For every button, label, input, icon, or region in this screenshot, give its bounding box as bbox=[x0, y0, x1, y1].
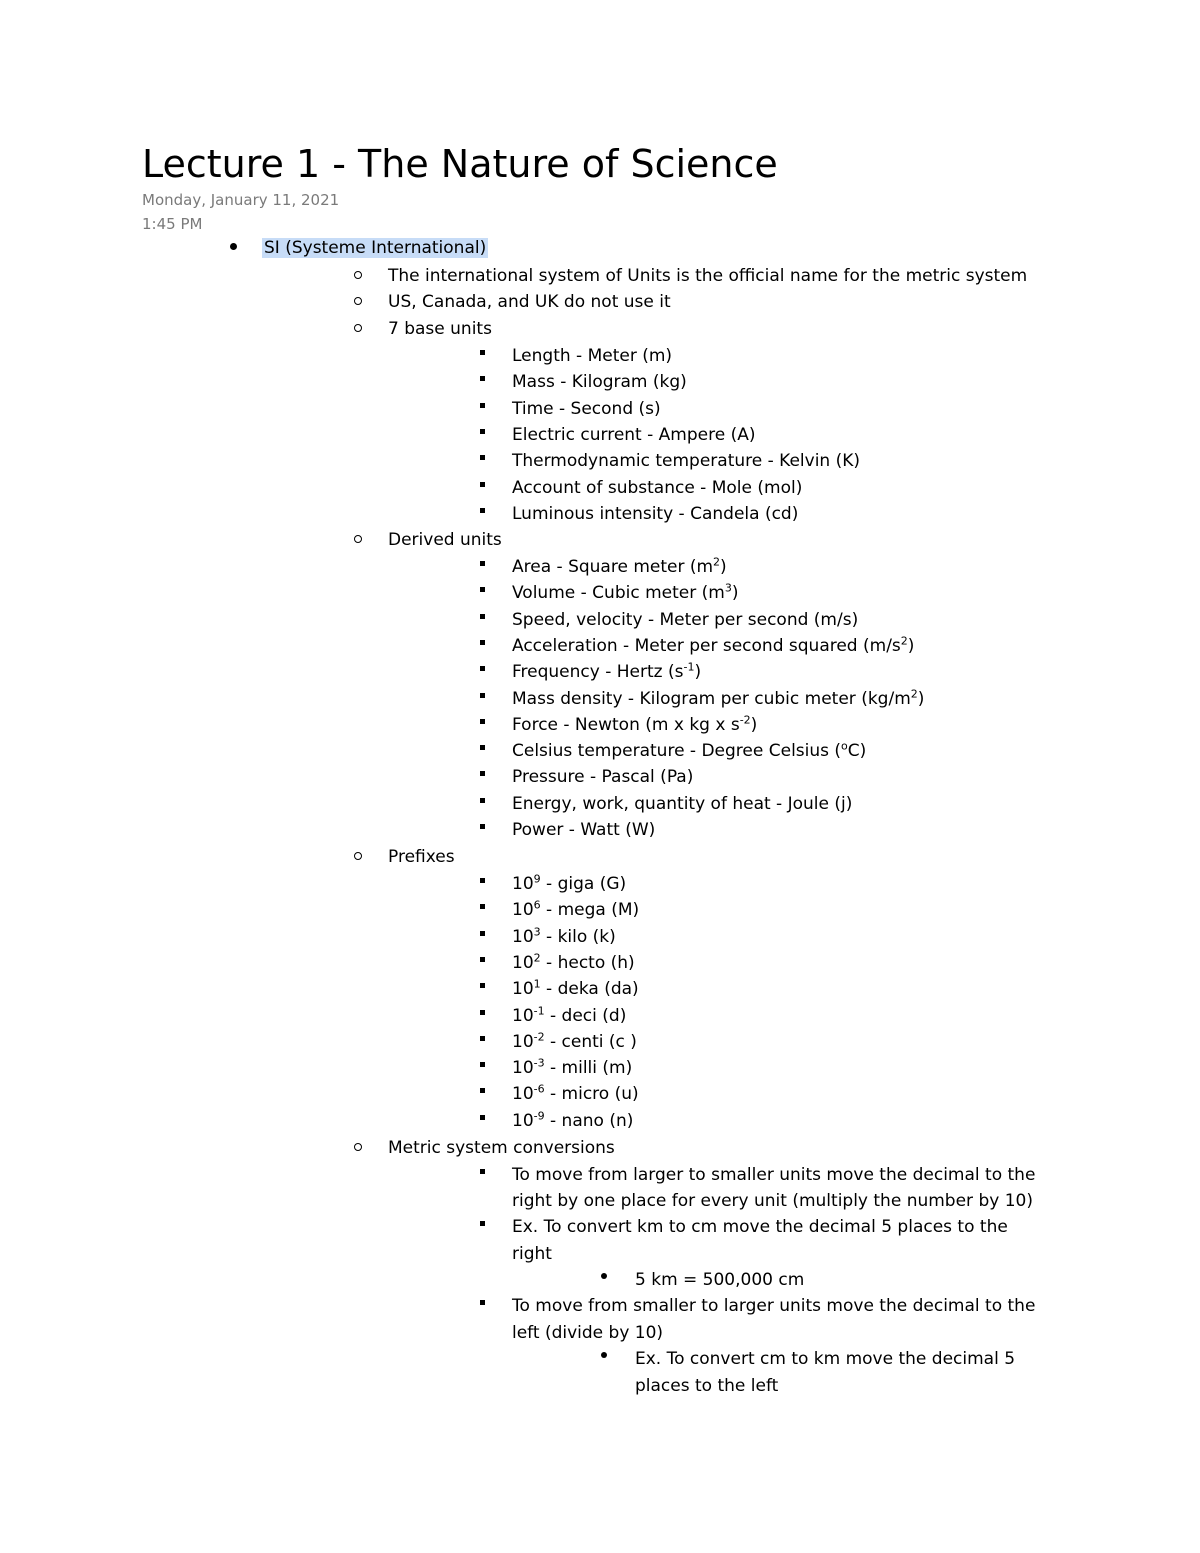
derived-unit-item: Acceleration - Meter per second squared $(m/s^2)$ bbox=[512, 634, 915, 656]
derived-unit-item: Energy, work, quantity of heat - Joule (j) bbox=[512, 793, 853, 814]
circle-bullet-icon bbox=[354, 535, 362, 543]
square-bullet-icon bbox=[480, 904, 485, 909]
square-bullet-icon bbox=[480, 350, 485, 355]
base-unit-item: Luminous intensity - Candela (cd) bbox=[512, 503, 799, 524]
superscript: 2 bbox=[533, 951, 541, 965]
prefix-item: $10^6$ - mega (M) bbox=[512, 898, 640, 921]
square-bullet-icon bbox=[480, 693, 485, 698]
superscript: 3 bbox=[724, 581, 732, 595]
square-bullet-icon bbox=[480, 561, 485, 566]
square-bullet-icon bbox=[480, 824, 485, 829]
superscript: 2 bbox=[900, 634, 908, 648]
superscript: 6 bbox=[533, 898, 541, 912]
prefix-item: $10^{-9}$ - nano (n) bbox=[512, 1109, 634, 1131]
square-bullet-icon bbox=[480, 878, 485, 883]
square-bullet-icon bbox=[480, 508, 485, 513]
superscript: 2 bbox=[713, 555, 721, 569]
square-bullet-icon bbox=[480, 1300, 485, 1305]
square-bullet-icon bbox=[480, 1088, 485, 1093]
conversion-rule-line: left (divide by 10) bbox=[512, 1323, 664, 1343]
square-bullet-icon bbox=[480, 1036, 485, 1041]
base-unit-item: Time - Second (s) bbox=[512, 398, 661, 419]
bullet-icon bbox=[601, 1273, 607, 1279]
conversion-rule-line: To move from smaller to larger units move the decimal to the bbox=[512, 1296, 1036, 1316]
square-bullet-icon bbox=[480, 429, 485, 434]
square-bullet-icon bbox=[480, 1115, 485, 1120]
superscript: -1 bbox=[533, 1003, 545, 1017]
derived-unit-item: Mass density - Kilogram per cubic meter $(kg/m^2)$ bbox=[512, 686, 925, 709]
superscript: -3 bbox=[533, 1056, 545, 1070]
prefix-item: $10^{-2}$ - centi (c ) bbox=[512, 1030, 637, 1052]
superscript: o bbox=[841, 739, 848, 753]
superscript: -2 bbox=[533, 1030, 545, 1044]
derived-unit-item: Volume - Cubic meter $(m^3)$ bbox=[512, 581, 739, 604]
superscript: -9 bbox=[533, 1109, 545, 1123]
note-date: Monday, January 11, 2021 bbox=[142, 191, 340, 209]
square-bullet-icon bbox=[480, 931, 485, 936]
derived-unit-item: Speed, velocity - Meter per second (m/s) bbox=[512, 609, 859, 630]
square-bullet-icon bbox=[480, 587, 485, 592]
derived-unit-item: Pressure - Pascal (Pa) bbox=[512, 767, 694, 788]
base-unit-item: Thermodynamic temperature - Kelvin (K) bbox=[512, 451, 861, 472]
square-bullet-icon bbox=[480, 745, 485, 750]
base-unit-item: Length - Meter (m) bbox=[512, 346, 673, 366]
bullet-icon bbox=[230, 243, 237, 250]
list-item: US, Canada, and UK do not use it bbox=[388, 292, 671, 312]
list-item: The international system of Units is the official name for the metric system bbox=[388, 266, 1028, 286]
list-item-base-units: 7 base units bbox=[388, 319, 492, 339]
square-bullet-icon bbox=[480, 455, 485, 460]
square-bullet-icon bbox=[480, 640, 485, 645]
conversion-example-line: Ex. To convert cm to km move the decimal 5 bbox=[635, 1349, 1016, 1369]
conversion-example-line: places to the left bbox=[635, 1376, 779, 1396]
prefix-item: $10^2$ - hecto (h) bbox=[512, 951, 635, 973]
derived-unit-item: Power - Watt (W) bbox=[512, 820, 656, 840]
prefix-item: $10^3$ - kilo (k) bbox=[512, 924, 616, 947]
square-bullet-icon bbox=[480, 376, 485, 381]
note-time: 1:45 PM bbox=[142, 215, 203, 233]
prefix-item: $10^1$ - deka (da) bbox=[512, 977, 639, 1000]
square-bullet-icon bbox=[480, 1010, 485, 1015]
square-bullet-icon bbox=[480, 1169, 485, 1174]
conversion-result: 5 km = 500,000 cm bbox=[635, 1270, 805, 1290]
derived-unit-item: Area - Square meter $(m^2)$ bbox=[512, 555, 727, 577]
page-title: Lecture 1 - The Nature of Science bbox=[142, 142, 778, 186]
square-bullet-icon bbox=[480, 798, 485, 803]
superscript: -2 bbox=[739, 713, 751, 727]
circle-bullet-icon bbox=[354, 1143, 362, 1151]
circle-bullet-icon bbox=[354, 852, 362, 860]
conversion-example-line: right bbox=[512, 1244, 552, 1264]
list-item-conversions: Metric system conversions bbox=[388, 1138, 615, 1158]
square-bullet-icon bbox=[480, 666, 485, 671]
conversion-rule-line: right by one place for every unit (multiply the number by 10) bbox=[512, 1191, 1033, 1211]
conversion-example-line: Ex. To convert km to cm move the decimal 5 places to the bbox=[512, 1217, 1008, 1237]
section-heading bbox=[262, 235, 488, 261]
derived-unit-item: Force - Newton (m x kg x $s^{-2}$) bbox=[512, 713, 758, 735]
bullet-icon bbox=[601, 1352, 607, 1358]
square-bullet-icon bbox=[480, 482, 485, 487]
derived-unit-item: Celsius temperature - Degree Celsius ($^o$C) bbox=[512, 739, 867, 762]
square-bullet-icon bbox=[480, 1221, 485, 1226]
list-item-derived-units: Derived units bbox=[388, 530, 502, 550]
prefix-item: $10^{-1}$ - deci (d) bbox=[512, 1003, 627, 1026]
list-item-prefixes: Prefixes bbox=[388, 847, 455, 867]
derived-unit-item: Frequency - Hertz $(s^{-1})$ bbox=[512, 660, 702, 683]
superscript: -6 bbox=[533, 1082, 545, 1096]
superscript: 3 bbox=[533, 924, 541, 938]
square-bullet-icon bbox=[480, 1062, 485, 1067]
square-bullet-icon bbox=[480, 614, 485, 619]
square-bullet-icon bbox=[480, 771, 485, 776]
highlighted-heading: SI (Systeme International) bbox=[264, 238, 487, 258]
superscript: 1 bbox=[533, 977, 541, 991]
circle-bullet-icon bbox=[354, 271, 362, 279]
prefix-item: $10^{-6}$ - micro (u) bbox=[512, 1082, 639, 1105]
prefix-item: $10^9$ - giga (G) bbox=[512, 872, 627, 894]
base-unit-item: Mass - Kilogram (kg) bbox=[512, 372, 687, 393]
circle-bullet-icon bbox=[354, 297, 362, 305]
square-bullet-icon bbox=[480, 403, 485, 408]
base-unit-item: Electric current - Ampere (A) bbox=[512, 424, 756, 445]
superscript: -1 bbox=[683, 660, 695, 674]
circle-bullet-icon bbox=[354, 324, 362, 332]
square-bullet-icon bbox=[480, 957, 485, 962]
square-bullet-icon bbox=[480, 983, 485, 988]
superscript: 2 bbox=[910, 686, 918, 700]
prefix-item: $10^{-3}$ - milli (m) bbox=[512, 1056, 633, 1079]
superscript: 9 bbox=[533, 872, 541, 886]
base-unit-item: Account of substance - Mole (mol) bbox=[512, 477, 803, 498]
conversion-rule-line: To move from larger to smaller units move the decimal to the bbox=[512, 1165, 1036, 1185]
square-bullet-icon bbox=[480, 719, 485, 724]
